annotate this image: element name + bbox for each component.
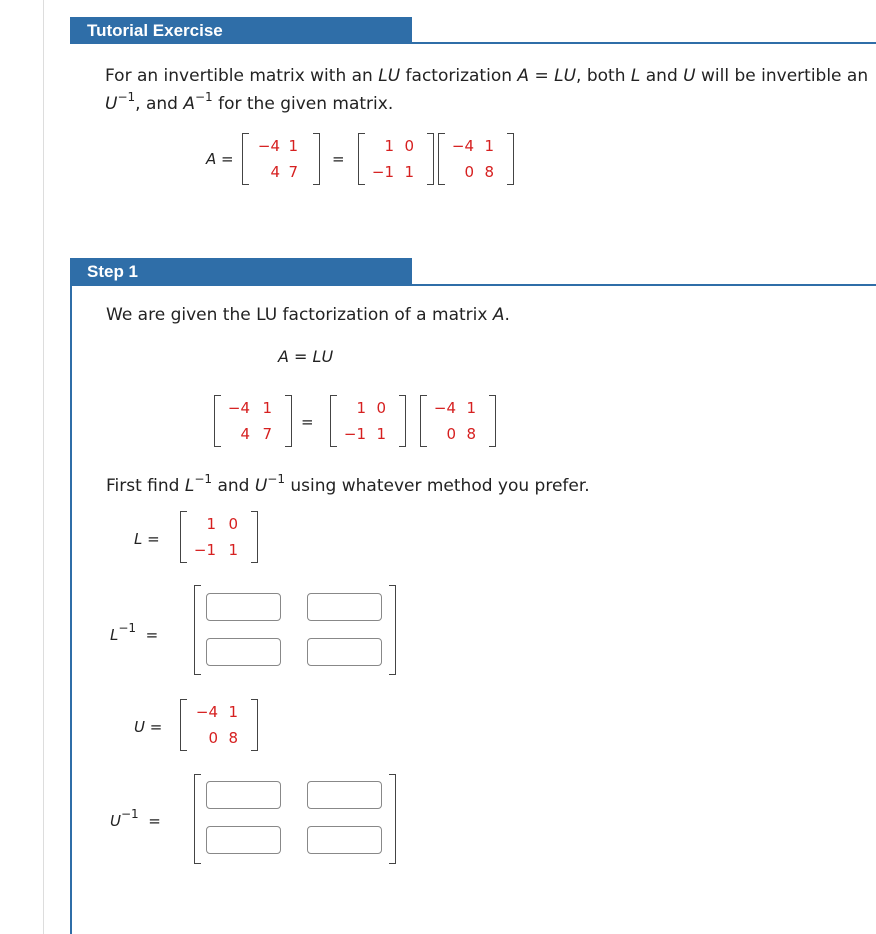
bracket-left bbox=[242, 133, 249, 185]
matrix-cell: 1 bbox=[228, 541, 238, 559]
matrix-cell: 1 bbox=[228, 703, 238, 721]
bracket-right bbox=[285, 395, 292, 447]
bracket-left bbox=[180, 511, 187, 563]
intro-line-1: For an invertible matrix with an LU factorization A = LU, both L and U will be invertible an bbox=[105, 66, 869, 86]
matrix-cell: 0 bbox=[464, 163, 474, 181]
matrix-cell: 1 bbox=[356, 399, 366, 417]
given-text: We are given the LU factorization of a matrix A. bbox=[106, 305, 510, 325]
step-matrix-U bbox=[420, 395, 496, 447]
step-1-header-line bbox=[70, 284, 876, 286]
bracket-right bbox=[427, 133, 434, 185]
L-inverse-input-r2c1[interactable] bbox=[206, 638, 281, 666]
L-label: L = bbox=[134, 530, 160, 548]
matrix-cell: 1 bbox=[404, 163, 414, 181]
equals-sign: = bbox=[332, 150, 345, 168]
intro-matrix-U bbox=[438, 133, 514, 185]
left-margin-rule bbox=[43, 0, 44, 934]
L-inverse-input-r1c2[interactable] bbox=[307, 593, 382, 621]
U-label: U = bbox=[134, 718, 163, 736]
matrix-cell: 1 bbox=[206, 515, 216, 533]
bracket-left bbox=[214, 395, 221, 447]
matrix-cell: 8 bbox=[484, 163, 494, 181]
matrix-cell: 4 bbox=[270, 163, 280, 181]
matrix-cell: 8 bbox=[228, 729, 238, 747]
step-1-left-border bbox=[70, 284, 72, 934]
matrix-cell: 1 bbox=[484, 137, 494, 155]
matrix-cell: 0 bbox=[208, 729, 218, 747]
bracket-left bbox=[438, 133, 445, 185]
U-matrix bbox=[180, 699, 258, 751]
step-matrix-A bbox=[214, 395, 292, 447]
bracket-left bbox=[194, 774, 201, 864]
L-inverse-input-r2c2[interactable] bbox=[307, 638, 382, 666]
matrix-cell: −1 bbox=[371, 163, 394, 181]
matrix-cell: 1 bbox=[466, 399, 476, 417]
matrix-cell: 1 bbox=[288, 137, 298, 155]
intro-A-label: A = bbox=[206, 150, 234, 168]
L-inverse-label: $L^{-1}$ = bbox=[110, 621, 159, 644]
L-inverse-input-r1c1[interactable] bbox=[206, 593, 281, 621]
U-inverse-input-r2c2[interactable] bbox=[307, 826, 382, 854]
matrix-cell: 1 bbox=[262, 399, 272, 417]
matrix-cell: 4 bbox=[240, 425, 250, 443]
matrix-cell: −1 bbox=[193, 541, 216, 559]
bracket-right bbox=[389, 774, 396, 864]
bracket-right bbox=[313, 133, 320, 185]
matrix-cell: −4 bbox=[195, 703, 218, 721]
matrix-cell: 1 bbox=[384, 137, 394, 155]
a-equals-lu: A = LU bbox=[278, 347, 334, 366]
bracket-right bbox=[251, 511, 258, 563]
bracket-left bbox=[194, 585, 201, 675]
bracket-right bbox=[251, 699, 258, 751]
U-inverse-label: $U^{-1}$ = bbox=[110, 807, 161, 830]
matrix-cell: 0 bbox=[376, 399, 386, 417]
equals-sign: = bbox=[301, 413, 314, 431]
step-1-tab: Step 1 bbox=[70, 258, 412, 285]
step-matrix-L bbox=[330, 395, 406, 447]
tutorial-exercise-tab: Tutorial Exercise bbox=[70, 17, 412, 44]
U-inverse-input-r2c1[interactable] bbox=[206, 826, 281, 854]
matrix-cell: −4 bbox=[433, 399, 456, 417]
matrix-cell: −4 bbox=[227, 399, 250, 417]
tutorial-header-line bbox=[70, 42, 876, 44]
intro-matrix-A bbox=[242, 133, 320, 185]
bracket-left bbox=[358, 133, 365, 185]
matrix-cell: 7 bbox=[288, 163, 298, 181]
U-inverse-input-r1c1[interactable] bbox=[206, 781, 281, 809]
U-inverse-input-r1c2[interactable] bbox=[307, 781, 382, 809]
matrix-cell: 8 bbox=[466, 425, 476, 443]
bracket-left bbox=[180, 699, 187, 751]
bracket-right bbox=[489, 395, 496, 447]
bracket-left bbox=[420, 395, 427, 447]
matrix-cell: −1 bbox=[343, 425, 366, 443]
bracket-left bbox=[330, 395, 337, 447]
bracket-right bbox=[389, 585, 396, 675]
bracket-right bbox=[399, 395, 406, 447]
matrix-cell: 0 bbox=[228, 515, 238, 533]
bracket-right bbox=[507, 133, 514, 185]
matrix-cell: −4 bbox=[257, 137, 280, 155]
matrix-cell: 0 bbox=[404, 137, 414, 155]
find-inverses-text: First find $L^{-1}$ and $U^{-1}$ using whatever method you prefer. bbox=[106, 472, 590, 496]
matrix-cell: 7 bbox=[262, 425, 272, 443]
L-matrix bbox=[180, 511, 258, 563]
matrix-cell: 1 bbox=[376, 425, 386, 443]
matrix-cell: 0 bbox=[446, 425, 456, 443]
intro-line-2: $U^{-1}$, and $A^{-1}$ for the given matrix. bbox=[105, 90, 394, 114]
matrix-cell: −4 bbox=[451, 137, 474, 155]
intro-matrix-L bbox=[358, 133, 434, 185]
